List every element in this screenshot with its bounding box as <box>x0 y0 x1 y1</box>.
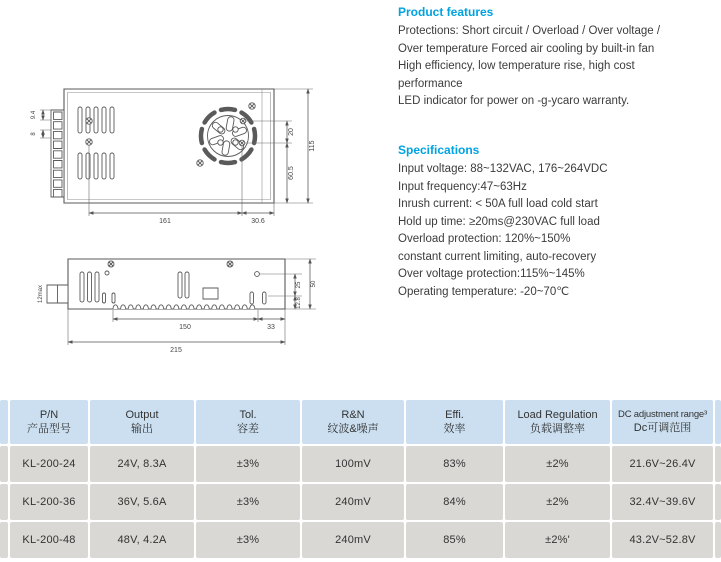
dim-label: 33 <box>267 324 275 331</box>
dim-label: 9.4 <box>31 110 37 120</box>
spec-line: Inrush current: < 50A full load cold start <box>398 198 598 210</box>
cell-rn: 100mV <box>302 446 404 482</box>
dim-label: 161 <box>159 218 171 225</box>
screw-icon <box>197 160 203 166</box>
spec-table <box>0 400 721 558</box>
screw-icon <box>227 261 233 267</box>
specifications-section <box>398 143 718 301</box>
header-cell-rn: R&N 纹波&噪声 <box>302 400 404 444</box>
cell-load-regulation: ±2%' <box>505 522 610 558</box>
row-sliver <box>715 446 721 482</box>
cell-pn: KL-200-48 <box>10 522 88 558</box>
specifications-heading: Specifications <box>398 143 480 157</box>
row-sliver <box>715 484 721 520</box>
dim-label: 115 <box>309 140 316 152</box>
cell-pn: KL-200-24 <box>10 446 88 482</box>
cell-load-regulation: ±2% <box>505 446 610 482</box>
dim-label: 50 <box>311 280 317 288</box>
row-sliver <box>0 484 8 520</box>
hole <box>255 272 260 277</box>
cell-output: 48V, 4.2A <box>90 522 194 558</box>
header-cell-pn: P/N 产品型号 <box>10 400 88 444</box>
spec-line: constant current limiting, auto-recovery <box>398 250 597 263</box>
cell-tol: ±3% <box>196 522 300 558</box>
header-cell-dc-range: DC adjustment range³ Dc可调范围 <box>612 400 713 444</box>
feature-line: Protections: Short circuit / Overload / Over voltage / <box>398 25 661 37</box>
terminal-block-side <box>47 285 68 303</box>
header-sliver-right <box>715 400 721 444</box>
cell-dc-range: 43.2V~52.8V <box>612 522 713 558</box>
top-view-drawing <box>25 82 320 234</box>
product-features-section <box>398 5 718 111</box>
screw-icon <box>86 139 92 145</box>
feature-line: Over temperature Forced air cooling by built-in fan <box>398 42 655 55</box>
header-cell-tol: Tol. 容差 <box>196 400 300 444</box>
cell-dc-range: 21.6V~26.4V <box>612 446 713 482</box>
spec-line: Input voltage: 88~132VAC, 176~264VDC <box>398 163 608 175</box>
features-heading: Product features <box>398 5 494 19</box>
header-cell-output: Output 输出 <box>90 400 194 444</box>
dim-label: 8 <box>31 132 37 136</box>
cell-output: 24V, 8.3A <box>90 446 194 482</box>
dim-label: 25 <box>296 281 302 289</box>
spec-line: Input frequency:47~63Hz <box>398 180 527 193</box>
cell-effi: 84% <box>406 484 503 520</box>
side-view-drawing <box>36 250 321 358</box>
spec-line: Operating temperature: -20~70℃ <box>398 285 570 298</box>
dim-label: 150 <box>179 324 191 331</box>
dim-label: 20 <box>288 128 295 136</box>
spec-line: Overload protection: 120%~150% <box>398 233 571 245</box>
dim-label: 60.5 <box>288 166 295 180</box>
dim-label: 30.6 <box>251 218 265 225</box>
feature-line: LED indicator for power on -g-ycaro warranty. <box>398 95 630 107</box>
cell-output: 36V, 5.6A <box>90 484 194 520</box>
screw-icon <box>249 103 255 109</box>
row-sliver <box>0 446 8 482</box>
cell-tol: ±3% <box>196 484 300 520</box>
header-sliver-left <box>0 400 8 444</box>
dim-label: 12.8 <box>296 297 302 309</box>
cell-dc-range: 32.4V~39.6V <box>612 484 713 520</box>
row-sliver <box>0 522 8 558</box>
screw-icon <box>108 261 114 267</box>
cell-tol: ±3% <box>196 446 300 482</box>
header-cell-load-regulation: Load Regulation 负载调整率 <box>505 400 610 444</box>
spec-line: Over voltage protection:115%~145% <box>398 268 585 280</box>
screw-icon <box>86 118 92 124</box>
header-cell-effi: Effi. 效率 <box>406 400 503 444</box>
dim-label: 215 <box>170 347 182 354</box>
cell-effi: 85% <box>406 522 503 558</box>
cell-rn: 240mV <box>302 522 404 558</box>
cell-load-regulation: ±2% <box>505 484 610 520</box>
spec-line: Hold up time: ≥20ms@230VAC full load <box>398 215 600 228</box>
cell-effi: 83% <box>406 446 503 482</box>
row-sliver <box>715 522 721 558</box>
cell-pn: KL-200-36 <box>10 484 88 520</box>
hole <box>105 271 109 275</box>
nameplate <box>203 288 218 299</box>
feature-line: performance <box>398 77 463 90</box>
feature-line: High efficiency, low temperature rise, high cost <box>398 60 635 72</box>
cell-rn: 240mV <box>302 484 404 520</box>
dim-label: 12max <box>38 284 44 304</box>
terminal-block <box>51 110 64 197</box>
